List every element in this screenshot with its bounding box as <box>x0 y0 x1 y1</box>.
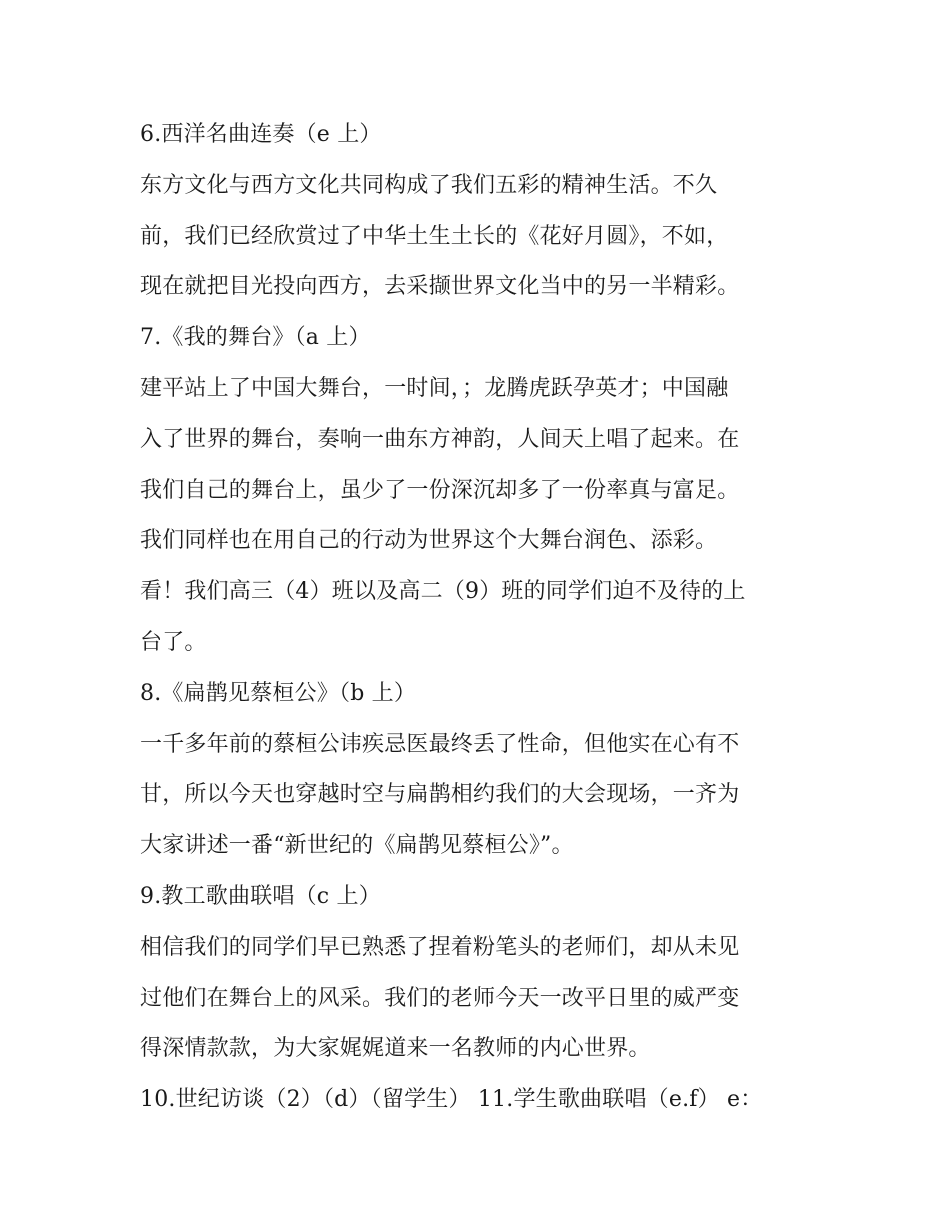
paragraph-line: 我们同样也在用自己的行动为世界这个大舞台润色、添彩。 <box>140 528 718 554</box>
paragraph-line: 东方文化与西方文化共同构成了我们五彩的精神生活。不久 <box>140 172 718 198</box>
program-item-10-11-heading: 10.世纪访谈（2）（d）（留学生） 11.学生歌曲联唱（e.f） e： <box>140 1087 763 1113</box>
paragraph-line: 甘，所以今天也穿越时空与扁鹊相约我们的大会现场，一齐为 <box>140 782 740 808</box>
program-item-6-heading: 6.西洋名曲连奏（e 上） <box>140 122 382 147</box>
program-item-8-heading: 8.《扁鹊见蔡桓公》（b 上） <box>140 680 417 706</box>
paragraph-line: 看！我们高三（4）班以及高二（9）班的同学们迫不及待的上 <box>140 579 746 605</box>
document-body <box>140 110 820 1126</box>
program-item-7-heading: 7.《我的舞台》（a 上） <box>140 325 371 351</box>
paragraph-line: 建平站上了中国大舞台，一时间，；龙腾虎跃孕英才；中国融 <box>140 375 729 401</box>
paragraph-line: 前，我们已经欣赏过了中华土生土长的《花好月圆》，不如， <box>140 223 729 249</box>
program-item-9-heading: 9.教工歌曲联唱（c 上） <box>140 883 381 909</box>
paragraph-line: 一千多年前的蔡桓公讳疾忌医最终丢了性命，但他实在心有不 <box>140 731 740 757</box>
paragraph-line: 入了世界的舞台，奏响一曲东方神韵，人间天上唱了起来。在 <box>140 426 740 452</box>
paragraph-line: 台了。 <box>140 629 207 655</box>
paragraph-line: 我们自己的舞台上，虽少了一份深沉却多了一份率真与富足。 <box>140 477 740 503</box>
paragraph-line: 得深情款款，为大家娓娓道来一名教师的内心世界。 <box>140 1036 651 1062</box>
paragraph-line: 相信我们的同学们早已熟悉了捏着粉笔头的老师们，却从未见 <box>140 934 740 960</box>
paragraph-line: 大家讲述一番“新世纪的《扁鹊见蔡桓公》”。 <box>140 833 574 859</box>
paragraph-line: 现在就把目光投向西方，去采撷世界文化当中的另一半精彩。 <box>140 274 740 300</box>
paragraph-line: 过他们在舞台上的风采。我们的老师今天一改平日里的威严变 <box>140 985 740 1011</box>
